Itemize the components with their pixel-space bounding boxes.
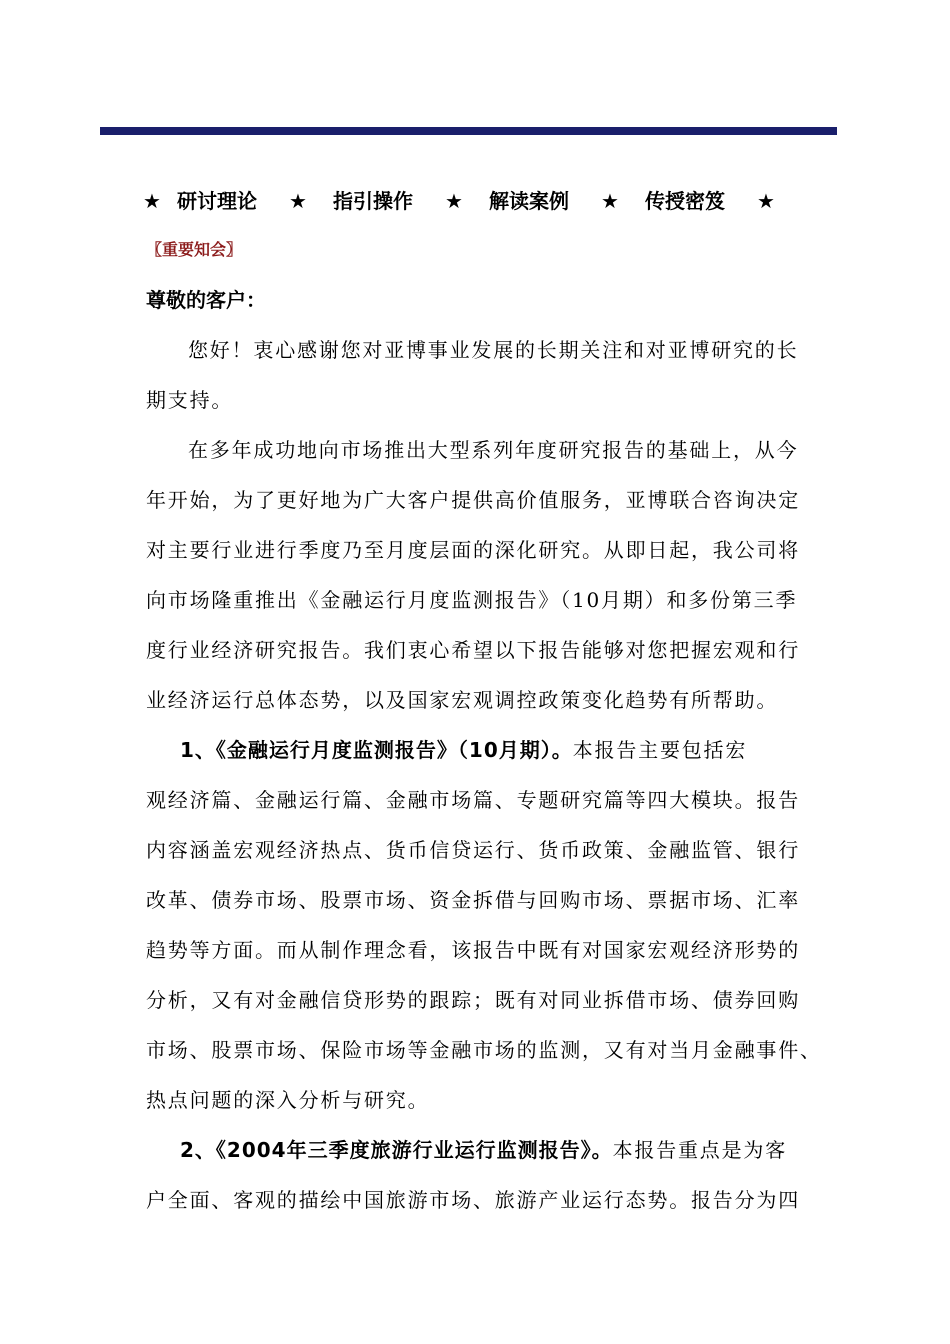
paragraph-line: 趋势等方面。而从制作理念看，该报告中既有对国家宏观经济形势的 [146, 938, 800, 962]
star-icon: ★ [289, 189, 307, 213]
paragraph-line: 年开始，为了更好地为广大客户提供高价值服务，亚博联合咨询决定 [146, 488, 800, 512]
item-2-title: 2、《2004年三季度旅游行业运行监测报告》。 [180, 1138, 613, 1162]
paragraph-line: 内容涵盖宏观经济热点、货币信贷运行、货币政策、金融监管、银行 [146, 838, 800, 862]
paragraph-line: 期支持。 [146, 388, 234, 412]
tagline-item: 解读案例 [489, 189, 569, 213]
item-1-text: 本报告主要包括宏 [572, 738, 748, 762]
paragraph-line: 向市场隆重推出《金融运行月度监测报告》（10月期）和多份第三季 [146, 588, 798, 612]
star-icon: ★ [601, 189, 619, 213]
paragraph-line: 观经济篇、金融运行篇、金融市场篇、专题研究篇等四大模块。报告 [146, 788, 800, 812]
paragraph-line: 分析，又有对金融信贷形势的跟踪；既有对同业拆借市场、债券回购 [146, 988, 800, 1012]
paragraph-line: 改革、债券市场、股票市场、资金拆借与回购市场、票据市场、汇率 [146, 888, 800, 912]
item-1-first-line [180, 734, 870, 766]
star-icon: ★ [757, 189, 775, 213]
paragraph-line: 您好！衷心感谢您对亚博事业发展的长期关注和对亚博研究的长 [188, 338, 799, 362]
paragraph-line: 市场、股票市场、保险市场等金融市场的监测，又有对当月金融事件、 [146, 1038, 822, 1062]
paragraph-line: 业经济运行总体态势，以及国家宏观调控政策变化趋势有所帮助。 [146, 688, 779, 712]
tagline-item: 传授密笈 [645, 189, 725, 213]
tagline-item: 研讨理论 [177, 189, 257, 213]
paragraph-line: 户全面、客观的描绘中国旅游市场、旅游产业运行态势。报告分为四 [146, 1188, 800, 1212]
paragraph-line: 对主要行业进行季度乃至月度层面的深化研究。从即日起，我公司将 [146, 538, 800, 562]
paragraph-line: 度行业经济研究报告。我们衷心希望以下报告能够对您把握宏观和行 [146, 638, 800, 662]
paragraph-line: 热点问题的深入分析与研究。 [146, 1088, 430, 1112]
item-2-text: 本报告重点是为客 [612, 1138, 787, 1162]
tagline [143, 186, 843, 216]
greeting: 尊敬的客户： [146, 288, 266, 312]
star-icon: ★ [445, 189, 463, 213]
item-2-first-line [180, 1134, 870, 1166]
tagline-item: 指引操作 [333, 189, 413, 213]
header-rule [100, 127, 837, 135]
star-icon: ★ [143, 189, 161, 213]
important-notice-label: 〖重要知会〗 [146, 240, 243, 259]
item-1-title: 1、《金融运行月度监测报告》（10月期）。 [180, 738, 573, 762]
paragraph-line: 在多年成功地向市场推出大型系列年度研究报告的基础上，从今 [188, 438, 799, 462]
